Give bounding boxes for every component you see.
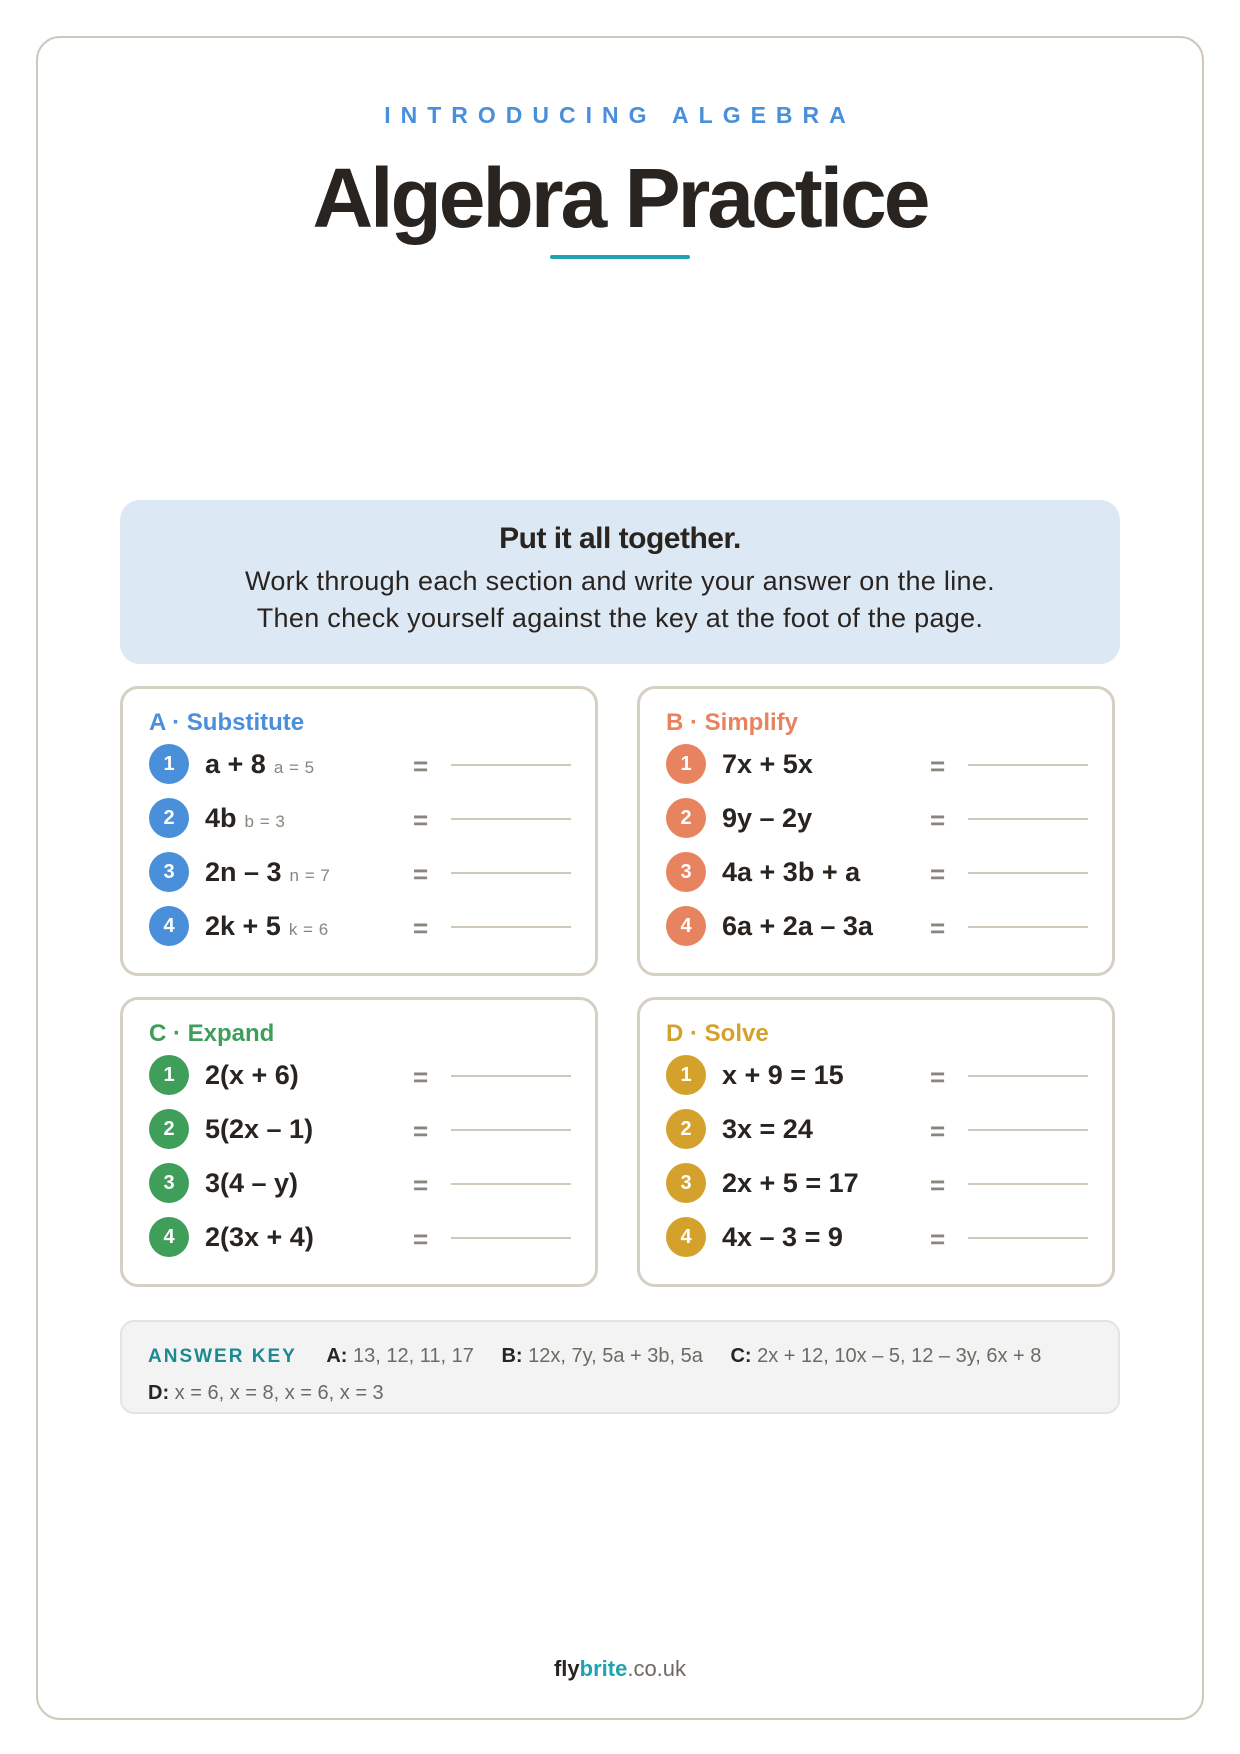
question-expression — [205, 1056, 299, 1094]
answer-line[interactable] — [968, 1129, 1088, 1131]
equals-sign: = — [930, 859, 946, 889]
equals-sign: = — [930, 1170, 946, 1200]
question-number-badge: 1 — [149, 744, 189, 784]
question-expression — [722, 1056, 844, 1094]
question-number-badge: 2 — [666, 798, 706, 838]
substitution-hint: b = 3 — [244, 812, 286, 831]
question-row — [149, 1054, 579, 1096]
question-row — [149, 797, 579, 839]
question-row — [666, 1108, 1096, 1150]
equals-sign: = — [930, 751, 946, 781]
answer-line[interactable] — [968, 1075, 1088, 1077]
intro-line-2: Then check yourself against the key at the foot of the page. — [256, 603, 984, 633]
question-row — [666, 905, 1096, 947]
expression-text: 2n – 3 — [205, 857, 282, 887]
question-number-badge: 3 — [666, 1163, 706, 1203]
question-row — [149, 743, 579, 785]
expression-text: 6a + 2a – 3a — [722, 911, 873, 941]
answer-line[interactable] — [451, 872, 571, 874]
answer-key-label: ANSWER KEY — [148, 1346, 297, 1367]
question-number-badge: 2 — [666, 1109, 706, 1149]
expression-text: 3x = 24 — [722, 1114, 813, 1144]
equals-sign: = — [413, 1224, 429, 1254]
question-number-badge: 3 — [149, 852, 189, 892]
answer-key-b: B: 12x, 7y, 5a + 3b, 5a — [501, 1345, 703, 1367]
question-expression — [205, 1164, 298, 1202]
expression-text: 5(2x – 1) — [205, 1114, 314, 1144]
equals-sign: = — [413, 859, 429, 889]
question-row — [666, 1216, 1096, 1258]
question-expression — [205, 799, 285, 841]
question-number-badge: 2 — [149, 798, 189, 838]
answer-key-a: A: 13, 12, 11, 17 — [326, 1345, 474, 1367]
expression-text: 4x – 3 = 9 — [722, 1222, 843, 1252]
question-number-badge: 3 — [149, 1163, 189, 1203]
question-expression — [722, 1110, 813, 1148]
answer-line[interactable] — [451, 1075, 571, 1077]
section-title: A · Substitute — [149, 709, 305, 736]
question-expression — [205, 1110, 313, 1148]
equals-sign: = — [930, 1224, 946, 1254]
answer-line[interactable] — [451, 1183, 571, 1185]
intro-box — [120, 500, 1120, 664]
answer-key — [120, 1320, 1120, 1414]
expression-text: 7x + 5x — [722, 749, 813, 779]
question-expression — [205, 1218, 314, 1256]
equals-sign: = — [413, 1116, 429, 1146]
section-card-b — [637, 686, 1115, 976]
section-card-c — [120, 997, 598, 1287]
answer-line[interactable] — [968, 872, 1088, 874]
question-expression — [722, 745, 813, 783]
question-expression — [722, 853, 860, 891]
expression-text: 2(x + 6) — [205, 1060, 299, 1090]
question-number-badge: 2 — [149, 1109, 189, 1149]
equals-sign: = — [930, 1062, 946, 1092]
answer-line[interactable] — [968, 764, 1088, 766]
answer-line[interactable] — [968, 926, 1088, 928]
answer-line[interactable] — [968, 1183, 1088, 1185]
page-kicker: INTRODUCING ALGEBRA — [384, 102, 856, 128]
page-title: Algebra Practice — [312, 151, 928, 245]
question-number-badge: 4 — [149, 1217, 189, 1257]
substitution-hint: a = 5 — [273, 758, 315, 777]
answer-key-c: C: 2x + 12, 10x – 5, 12 – 3y, 6x + 8 — [730, 1345, 1042, 1367]
equals-sign: = — [413, 1062, 429, 1092]
question-expression — [205, 853, 330, 895]
expression-text: 2x + 5 = 17 — [722, 1168, 859, 1198]
question-row — [666, 1162, 1096, 1204]
expression-text: 9y – 2y — [722, 803, 813, 833]
question-number-badge: 1 — [666, 1055, 706, 1095]
question-expression — [205, 907, 329, 949]
answer-line[interactable] — [968, 1237, 1088, 1239]
answer-key-d: D: x = 6, x = 8, x = 6, x = 3 — [148, 1382, 384, 1404]
substitution-hint: k = 6 — [288, 920, 329, 939]
answer-line[interactable] — [451, 1237, 571, 1239]
question-expression — [205, 745, 315, 787]
footer-brand — [0, 1656, 1240, 1682]
question-expression — [722, 907, 873, 945]
question-row — [149, 1108, 579, 1150]
question-row — [149, 1162, 579, 1204]
section-title: C · Expand — [149, 1020, 275, 1047]
question-number-badge: 4 — [666, 1217, 706, 1257]
answer-line[interactable] — [451, 926, 571, 928]
question-number-badge: 1 — [666, 744, 706, 784]
equals-sign: = — [413, 913, 429, 943]
equals-sign: = — [930, 1116, 946, 1146]
intro-heading: Put it all together. — [499, 522, 741, 555]
equals-sign: = — [930, 913, 946, 943]
question-row — [149, 905, 579, 947]
question-number-badge: 1 — [149, 1055, 189, 1095]
equals-sign: = — [413, 751, 429, 781]
question-row — [666, 797, 1096, 839]
intro-line-1: Work through each section and write your answer on the line. — [245, 566, 995, 596]
answer-line[interactable] — [451, 818, 571, 820]
question-row — [149, 1216, 579, 1258]
substitution-hint: n = 7 — [289, 866, 331, 885]
question-row — [666, 851, 1096, 893]
question-expression — [722, 1218, 843, 1256]
question-number-badge: 4 — [666, 906, 706, 946]
expression-text: 2k + 5 — [205, 911, 281, 941]
section-title: B · Simplify — [666, 709, 799, 736]
expression-text: 2(3x + 4) — [205, 1222, 314, 1252]
expression-text: 4a + 3b + a — [722, 857, 861, 887]
answer-line[interactable] — [968, 818, 1088, 820]
question-expression — [722, 799, 812, 837]
brand-tld: .co.uk — [627, 1656, 687, 1681]
question-expression — [722, 1164, 859, 1202]
question-number-badge: 4 — [149, 906, 189, 946]
expression-text: x + 9 = 15 — [722, 1060, 844, 1090]
answer-line[interactable] — [451, 1129, 571, 1131]
question-row — [666, 743, 1096, 785]
question-row — [666, 1054, 1096, 1096]
expression-text: 4b — [205, 803, 237, 833]
question-row — [149, 851, 579, 893]
title-underline — [550, 255, 690, 259]
equals-sign: = — [930, 805, 946, 835]
brand-fly: fly — [553, 1656, 580, 1681]
answer-line[interactable] — [451, 764, 571, 766]
section-card-a — [120, 686, 598, 976]
expression-text: 3(4 – y) — [205, 1168, 299, 1198]
equals-sign: = — [413, 1170, 429, 1200]
section-title: D · Solve — [666, 1020, 769, 1047]
brand-brite: brite — [579, 1656, 628, 1681]
expression-text: a + 8 — [205, 749, 266, 779]
equals-sign: = — [413, 805, 429, 835]
section-card-d — [637, 997, 1115, 1287]
question-number-badge: 3 — [666, 852, 706, 892]
